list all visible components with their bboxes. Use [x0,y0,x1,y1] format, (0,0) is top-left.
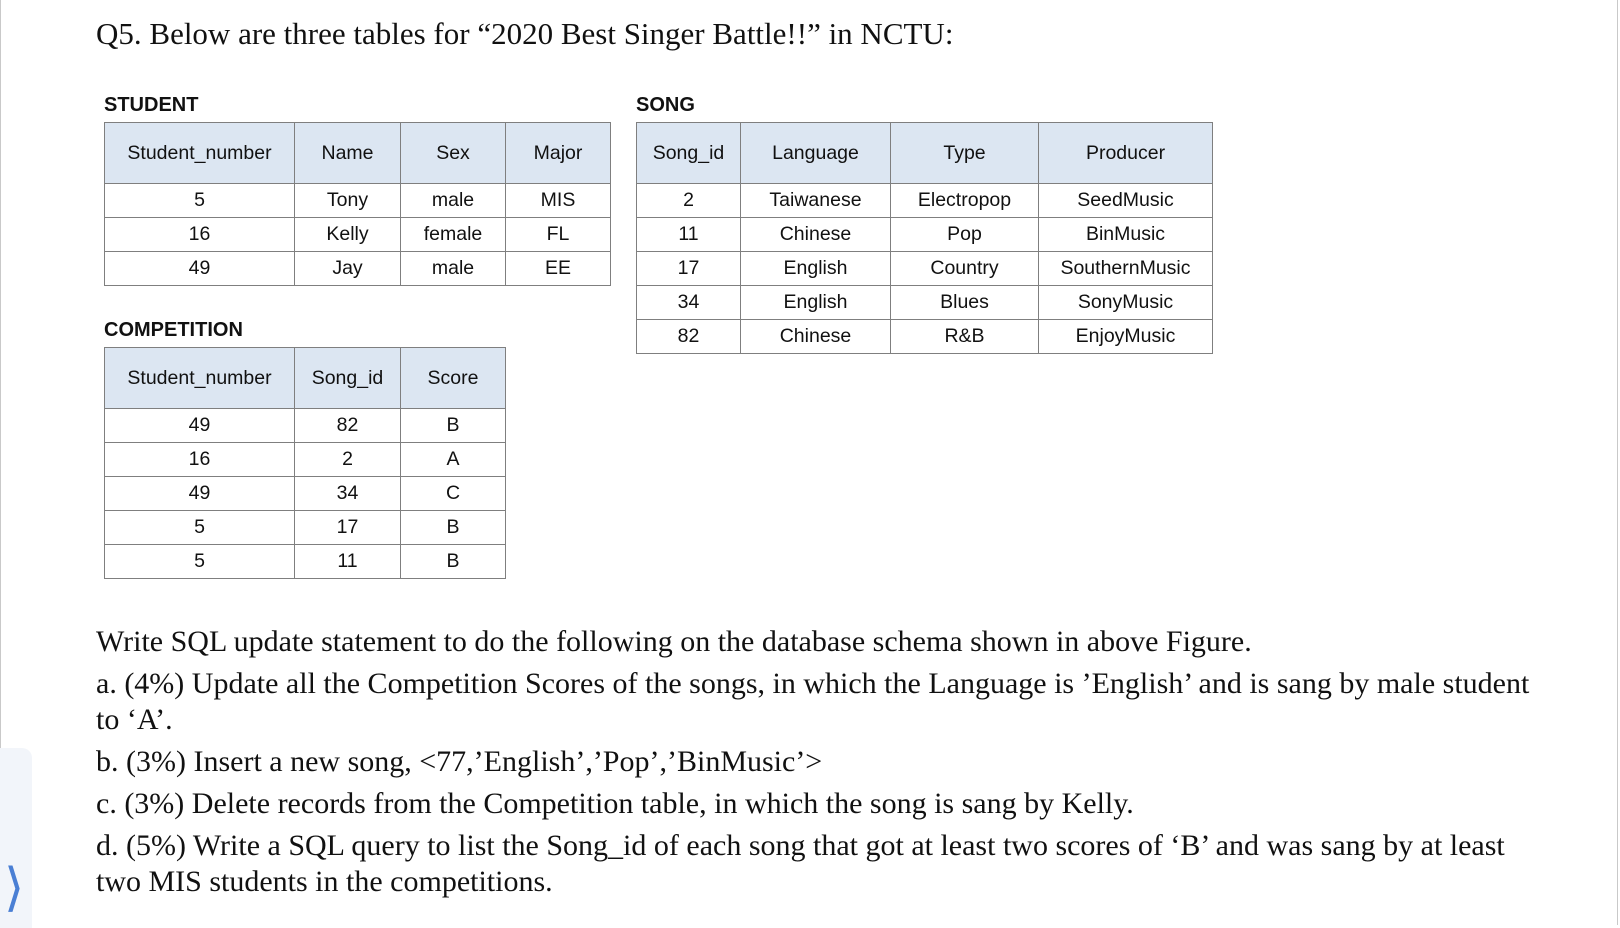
student-col-header: Name [295,123,401,184]
table-cell: 34 [637,286,741,320]
table-row [637,252,1213,286]
table-cell: Blues [891,286,1039,320]
competition-table [104,347,506,579]
table-cell: 34 [295,477,401,511]
table-cell: 16 [105,443,295,477]
table-row [105,477,506,511]
table-cell: 5 [105,545,295,579]
student-col-header: Sex [401,123,506,184]
chevron-right-icon[interactable]: ⟩ [4,858,25,918]
question-d: d. (5%) Write a SQL query to list the Song_id of each song that got at least two scores of ‘B’ and was sang by at least two MIS students in the competitions. [96,829,1505,898]
table-cell: 2 [295,443,401,477]
song-col-header: Song_id [637,123,741,184]
table-cell: Chinese [741,218,891,252]
student-table-label: STUDENT [104,94,199,116]
questions-intro: Write SQL update statement to do the following on the database schema shown in above Figure. [96,625,1252,658]
table-cell: EnjoyMusic [1039,320,1213,354]
table-cell: female [401,218,506,252]
song-col-header: Language [741,123,891,184]
table-cell: English [741,252,891,286]
question-b: b. (3%) Insert a new song, <77,’English’,’Pop’,’BinMusic’> [96,745,823,778]
table-cell: Jay [295,252,401,286]
student-col-header: Major [506,123,611,184]
table-cell: B [401,545,506,579]
table-cell: FL [506,218,611,252]
table-cell: 5 [105,511,295,545]
question-c: c. (3%) Delete records from the Competition table, in which the song is sang by Kelly. [96,787,1134,820]
table-cell: B [401,511,506,545]
student-col-header: Student_number [105,123,295,184]
table-row [637,218,1213,252]
table-row [105,443,506,477]
table-cell: SonyMusic [1039,286,1213,320]
student-table [104,122,611,286]
table-cell: male [401,252,506,286]
song-header-row [637,123,1213,184]
table-cell: Taiwanese [741,184,891,218]
question-a: a. (4%) Update all the Competition Scores of the songs, in which the Language is ’English’ and is sang by male student to ‘A’. [96,667,1530,736]
table-cell: BinMusic [1039,218,1213,252]
question-title: Q5. Below are three tables for “2020 Best Singer Battle!!” in NCTU: [96,16,954,51]
table-cell: 82 [295,409,401,443]
table-row [105,184,611,218]
table-row [105,218,611,252]
table-row [105,252,611,286]
table-cell: 49 [105,252,295,286]
table-cell: male [401,184,506,218]
table-cell: Electropop [891,184,1039,218]
table-cell: Tony [295,184,401,218]
table-cell: 17 [295,511,401,545]
table-cell: Pop [891,218,1039,252]
table-row [637,320,1213,354]
table-cell: 2 [637,184,741,218]
table-cell: SeedMusic [1039,184,1213,218]
table-cell: EE [506,252,611,286]
table-row [105,545,506,579]
table-cell: 16 [105,218,295,252]
song-table [636,122,1213,354]
table-cell: English [741,286,891,320]
table-cell: C [401,477,506,511]
table-cell: MIS [506,184,611,218]
table-cell: 49 [105,477,295,511]
competition-col-header: Score [401,348,506,409]
competition-header-row [105,348,506,409]
song-col-header: Producer [1039,123,1213,184]
table-cell: 5 [105,184,295,218]
table-cell: R&B [891,320,1039,354]
questions-section [96,624,1556,906]
table-cell: 82 [637,320,741,354]
table-cell: 17 [637,252,741,286]
table-cell: 49 [105,409,295,443]
table-row [105,409,506,443]
song-col-header: Type [891,123,1039,184]
table-row [637,286,1213,320]
table-cell: Country [891,252,1039,286]
table-row [637,184,1213,218]
table-cell: 11 [637,218,741,252]
competition-col-header: Student_number [105,348,295,409]
student-header-row [105,123,611,184]
competition-col-header: Song_id [295,348,401,409]
table-cell: B [401,409,506,443]
table-row [105,511,506,545]
table-cell: A [401,443,506,477]
table-cell: Kelly [295,218,401,252]
song-table-label: SONG [636,94,695,116]
table-cell: 11 [295,545,401,579]
competition-table-label: COMPETITION [104,319,243,341]
table-cell: Chinese [741,320,891,354]
table-cell: SouthernMusic [1039,252,1213,286]
